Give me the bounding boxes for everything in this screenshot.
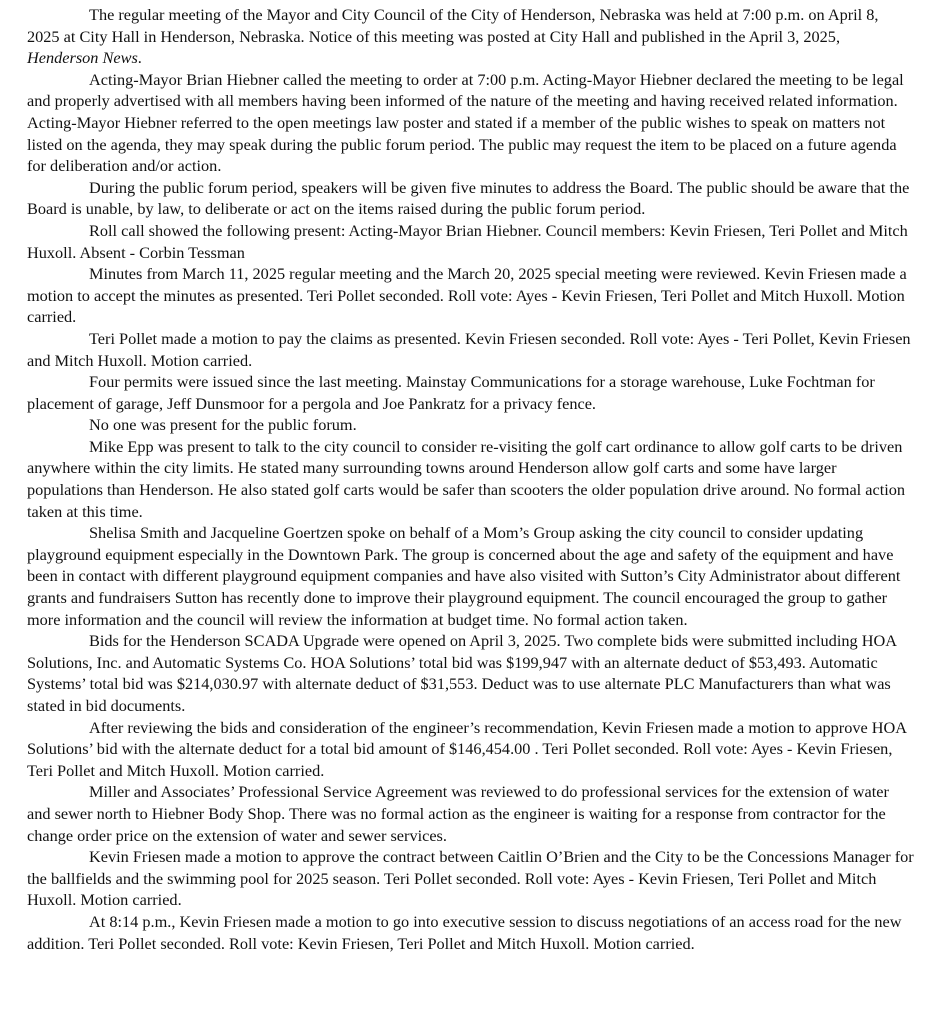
- paragraph-concessions: Kevin Friesen made a motion to approve the contract between Caitlin O’Brien and the City to be the Concessions Manager for the ballfields and the swimming pool for 2025 season. Teri Pollet seconded. Roll vote: Ayes - Kevin Friesen, Teri Pollet and Mitch Huxoll. Motion carried.: [27, 847, 914, 910]
- paragraph-minutes-approval: Minutes from March 11, 2025 regular meeting and the March 20, 2025 special meeting were reviewed. Kevin Friesen made a motion to accept the minutes as presented. Teri Pollet seconded. Roll vote: Ayes - Kevin Friesen, Teri Pollet and Mitch Huxoll. Motion carried.: [27, 264, 907, 327]
- paragraph-text: The regular meeting of the Mayor and City Council of the City of Henderson, Nebraska was held at 7:00 p.m. on April 8, 2025 at City Hall in Henderson, Nebraska. Notice of this meeting was posted at City Hall and published in the April 3, 2025,: [27, 5, 879, 46]
- paragraph-bid-approval: After reviewing the bids and consideration of the engineer’s recommendation, Kevin Friesen made a motion to approve HOA Solutions’ bid with the alternate deduct for a total bid amount of $146,454.00 . Teri Pollet seconded. Roll vote: Ayes - Kevin Friesen, Teri Pollet and Mitch Huxoll. Motion carried.: [27, 717, 907, 780]
- paragraph-public-forum: No one was present for the public forum.: [89, 415, 357, 435]
- paragraph-scada-bids: Bids for the Henderson SCADA Upgrade were opened on April 3, 2025. Two complete bids were submitted including HOA Solutions, Inc. and Automatic Systems Co. HOA Solutions’ total bid was $199,947 with an alternate deduct of $53,493. Automatic Systems’ total bid was $214,030.97 with alternate deduct of $31,553. Deduct was to use alternate PLC Manufacturers than what was stated in bid documents.: [27, 631, 897, 715]
- paragraph-playground: Shelisa Smith and Jacqueline Goertzen spoke on behalf of a Mom’s Group asking the city council to consider updating playground equipment especially in the Downtown Park. The group is concerned about the age and safety of the equipment and have been in contact with different playground equipment companies and have also visited with Sutton’s City Administrator about different grants and fundraisers Sutton has recently done to improve their playground equipment. The council encouraged the group to gather more information and the council will review the information at budget time. No formal action taken.: [27, 523, 901, 629]
- paragraph-call-to-order: Acting-Mayor Brian Hiebner called the meeting to order at 7:00 p.m. Acting-Mayor Hiebner declared the meeting to be legal and properly advertised with all members having been informed of the nature of the meeting and having received related information. Acting-Mayor Hiebner referred to the open meetings law poster and stated if a member of the public wishes to speak on matters not listed on the agenda, they may speak during the public forum period. The public may request the item to be placed on a future agenda for deliberation and/or action.: [27, 69, 904, 176]
- paragraph-golf-cart: Mike Epp was present to talk to the city council to consider re-visiting the golf cart ordinance to allow golf carts to be driven anywhere within the city limits. He stated many surrounding towns around Henderson allow golf carts and some have larger populations than Henderson. He also stated golf carts would be safer than scooters the older population drive around. No formal action taken at this time.: [27, 436, 906, 521]
- paragraph-executive-session: At 8:14 p.m., Kevin Friesen made a motion to go into executive session to discuss negotiations of an access road for the new addition. Teri Pollet seconded. Roll vote: Kevin Friesen, Teri Pollet and Mitch Huxoll. Motion carried.: [27, 911, 902, 953]
- paragraph-claims: Teri Pollet made a motion to pay the claims as presented. Kevin Friesen seconded. Roll vote: Ayes - Teri Pollet, Kevin Friesen and Mitch Huxoll. Motion carried.: [27, 328, 911, 370]
- paragraph-tail: .: [137, 48, 142, 68]
- paragraph-meeting-notice: [27, 4, 914, 69]
- paragraph-public-forum-rules: During the public forum period, speakers will be given five minutes to address the Board. The public should be aware that the Board is unable, by law, to deliberate or act on the items raised during the public forum period.: [27, 177, 910, 219]
- newspaper-name: Henderson News: [27, 48, 138, 68]
- paragraph-service-agreement: Miller and Associates’ Professional Service Agreement was reviewed to do professional services for the extension of water and sewer north to Hiebner Body Shop. There was no formal action as the engineer is waiting for a response from contractor for the change order price on the extension of water and sewer services.: [27, 782, 889, 845]
- paragraph-roll-call: Roll call showed the following present: Acting-Mayor Brian Hiebner. Council members: Kevin Friesen, Teri Pollet and Mitch Huxoll. Absent - Corbin Tessman: [27, 220, 908, 262]
- paragraph-permits: Four permits were issued since the last meeting. Mainstay Communications for a storage warehouse, Luke Fochtman for placement of garage, Jeff Dunsmoor for a pergola and Joe Pankratz for a privacy fence.: [27, 372, 875, 413]
